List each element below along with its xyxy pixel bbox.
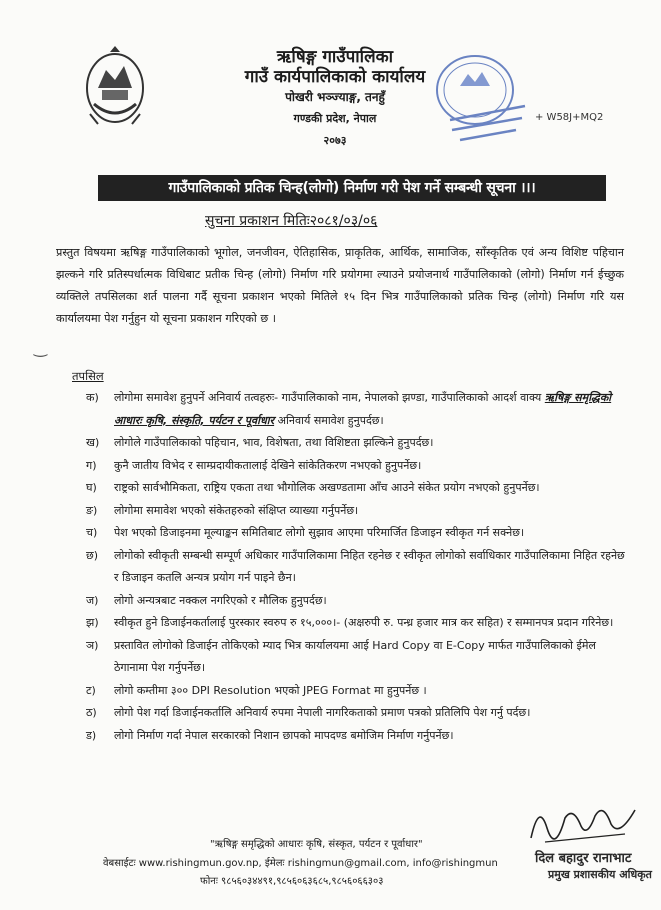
item-text: राष्ट्रको सार्वभौमिकता, राष्ट्रिय एकता तथा भौगोलिक अखण्डतामा आँच आउने संकेत प्रयोग नभएको हुनुपर्नेछ। [114, 481, 540, 494]
list-marker: ज) [86, 593, 99, 607]
item-text: लोगो अन्यत्रबाट नक्कल नगरिएको र मौलिक हुनुपर्दछ। [114, 593, 327, 607]
office-seal-stamp [430, 42, 530, 152]
province-country: गण्डकी प्रदेश, नेपाल [293, 112, 377, 125]
list-marker: ञ) [86, 638, 99, 652]
established-year: २०७३ [323, 134, 347, 147]
list-item [86, 612, 626, 635]
footer-phone: फोनः ९८५६०३४४९१,९८५६०६३६८५,९८५६०६६३०३ [200, 876, 384, 887]
list-item [86, 432, 626, 455]
list-marker: ग) [86, 458, 97, 472]
footer-web-email: वेबसाईटः www.rishingmun.gov.np, ईमेलः rishingmun@gmail.com, info@rishingmun [103, 858, 498, 869]
item-text: लोगो कम्तीमा ३०० DPI Resolution भएको JPEG Format मा हुनुपर्नेछ । [114, 683, 427, 697]
nepal-emblem-logo [84, 44, 146, 130]
list-marker: च) [86, 526, 98, 539]
list-item [86, 702, 626, 725]
list-item [86, 725, 626, 748]
item-text: अनिवार्य समावेश हुनुपर्दछ। [274, 413, 384, 427]
margin-mark: ‿ [34, 338, 47, 357]
signer-title: प्रमुख प्रशासकीय अधिकृत [548, 868, 652, 881]
list-item [86, 455, 626, 478]
list-marker: छ) [86, 548, 99, 562]
list-marker: क) [86, 391, 99, 404]
item-text: प्रस्तावित लोगोको डिजाईन तोकिएको म्याद भित्र कार्यालयमा आई Hard Copy वा E-Copy मार्फत गाउँपालिकाको ईमेल ठेगानामा पेश गर्नुपर्नेछ। [114, 638, 596, 674]
office-address: पोखरी भञ्ज्याङ्ग, तनहुँ [285, 90, 385, 104]
notice-body: प्रस्तुत विषयमा ऋषिङ्ग गाउँपालिकाको भूगोल, जनजीवन, ऐतिहासिक, प्राकृतिक, आर्थिक, सामाजिक, साँस्कृतिक एवं अन्य विशिष्ट पहिचान झल्कने गरि प्रतिस्पर्धात्मक विधिबाट प्रतीक चिन्ह (लोगो) निर्माण गरि प्रयोगमा ल्याउने प्रयोजनार्थ गाउँपालिकाको (लोगो) निर्माण गर्न ईच्छुक व्यक्तिले तपसिलका शर्त पालना गर्दै सूचना प्रकाशन भएको मितिले १५ दिन भित्र गाउँपालिकाको प्रतिक चिन्ह (लोगो) निर्माण गरि यस कार्यालयमा पेश गर्नुहुन यो सूचना प्रकाशन गरिएको छ । [56, 246, 624, 325]
item-text: कुनै जातीय विभेद र साम्प्रदायीकतालाई देखिने सांकेतिकरण नभएको हुनुपर्नेछ। [114, 458, 422, 472]
municipality-name: ऋषिङ्ग गाउँपालिका [276, 47, 394, 67]
list-item [86, 680, 626, 703]
item-text: लोगोको स्वीकृती सम्बन्धी सम्पूर्ण अधिकार गाउँपालिकामा निहित रहनेछ र स्वीकृत लोगोको सर्वाधिकार गाउँपालिकामा निहित रहनेछ र डिजाइन कतलि अन्यत्र प्रयोग गर्न पाइने छैन। [114, 548, 625, 584]
list-marker: ख) [86, 436, 100, 449]
list-marker: झ) [86, 616, 99, 629]
item-text: लोगो निर्माण गर्दा नेपाल सरकारको निशान छापको मापदण्ड बमोजिम निर्माण गर्नुपर्नेछ। [114, 728, 454, 742]
item-text: स्वीकृत हुने डिजाईनकर्तालाई पुरस्कार स्वरुप रु १५,०००।- (अक्षरुपी रु. पन्ध्र हजार मात्र कर सहित) र सम्मानपत्र प्रदान गरिनेछ। [114, 616, 614, 629]
list-marker: ट) [86, 683, 96, 697]
list-item [86, 387, 626, 432]
list-marker: ड) [86, 728, 97, 742]
footer-motto: "ऋषिङ्ग समृद्धिको आधारः कृषि, संस्कृत, पर्यटन र पूर्वाधार" [210, 839, 423, 850]
signer-name: दिल बहादुर रानाभाट [535, 851, 632, 866]
list-item [86, 500, 626, 523]
plus-code: + W58J+MQ2 [535, 112, 604, 123]
list-item [86, 522, 626, 545]
item-text: लोगोमा समावेश भएको संकेतहरुको संक्षिप्त व्याख्या गर्नुपर्नेछ। [114, 503, 359, 517]
item-text: लोगोमा समावेश हुनुपर्ने अनिवार्य तत्वहरुः- गाउँपालिकाको नाम, नेपालको झण्डा, गाउँपालिकाको आदर्श वाक्य [114, 391, 545, 404]
list-item [86, 545, 626, 590]
list-marker: ङ) [86, 503, 98, 517]
office-name: गाउँ कार्यपालिकाको कार्यालय [244, 67, 426, 87]
conditions-list [86, 387, 626, 747]
notice-date: सुचना प्रकाशन मितिः२०८१/०३/०६ [205, 213, 378, 229]
item-text: लोगो पेश गर्दा डिजाईनकर्तालि अनिवार्य रुपमा नेपाली नागरिकताको प्रमाण पत्रको प्रतिलिपि पेश गर्नु पर्दछ। [114, 706, 531, 719]
list-item [86, 477, 626, 500]
list-item [86, 635, 626, 680]
list-item [86, 590, 626, 613]
motto-underlined: ऋषिङ्ग समृद्धिको आधारः कृषि, संस्कृति, पर्यटन र पूर्वाधार [114, 391, 612, 427]
item-text: पेश भएको डिजाइनमा मूल्याङ्कन समितिबाट लोगो सुझाव आएमा परिमार्जित डिजाइन स्वीकृत गर्न सक्नेछ। [114, 526, 525, 539]
details-heading: तपसिल [72, 369, 104, 383]
handwritten-signature [525, 798, 645, 846]
list-marker: घ) [86, 481, 97, 494]
item-text: लोगोले गाउँपालिकाको पहिचान, भाव, विशेषता, तथा विशिष्टता झल्किने हुनुपर्दछ। [114, 436, 434, 449]
notice-title-banner: गाउँपालिकाको प्रतिक चिन्ह(लोगो) निर्माण गरी पेश गर्ने सम्बन्धी सूचना ।।। [98, 175, 606, 201]
list-marker: ठ) [86, 706, 97, 719]
